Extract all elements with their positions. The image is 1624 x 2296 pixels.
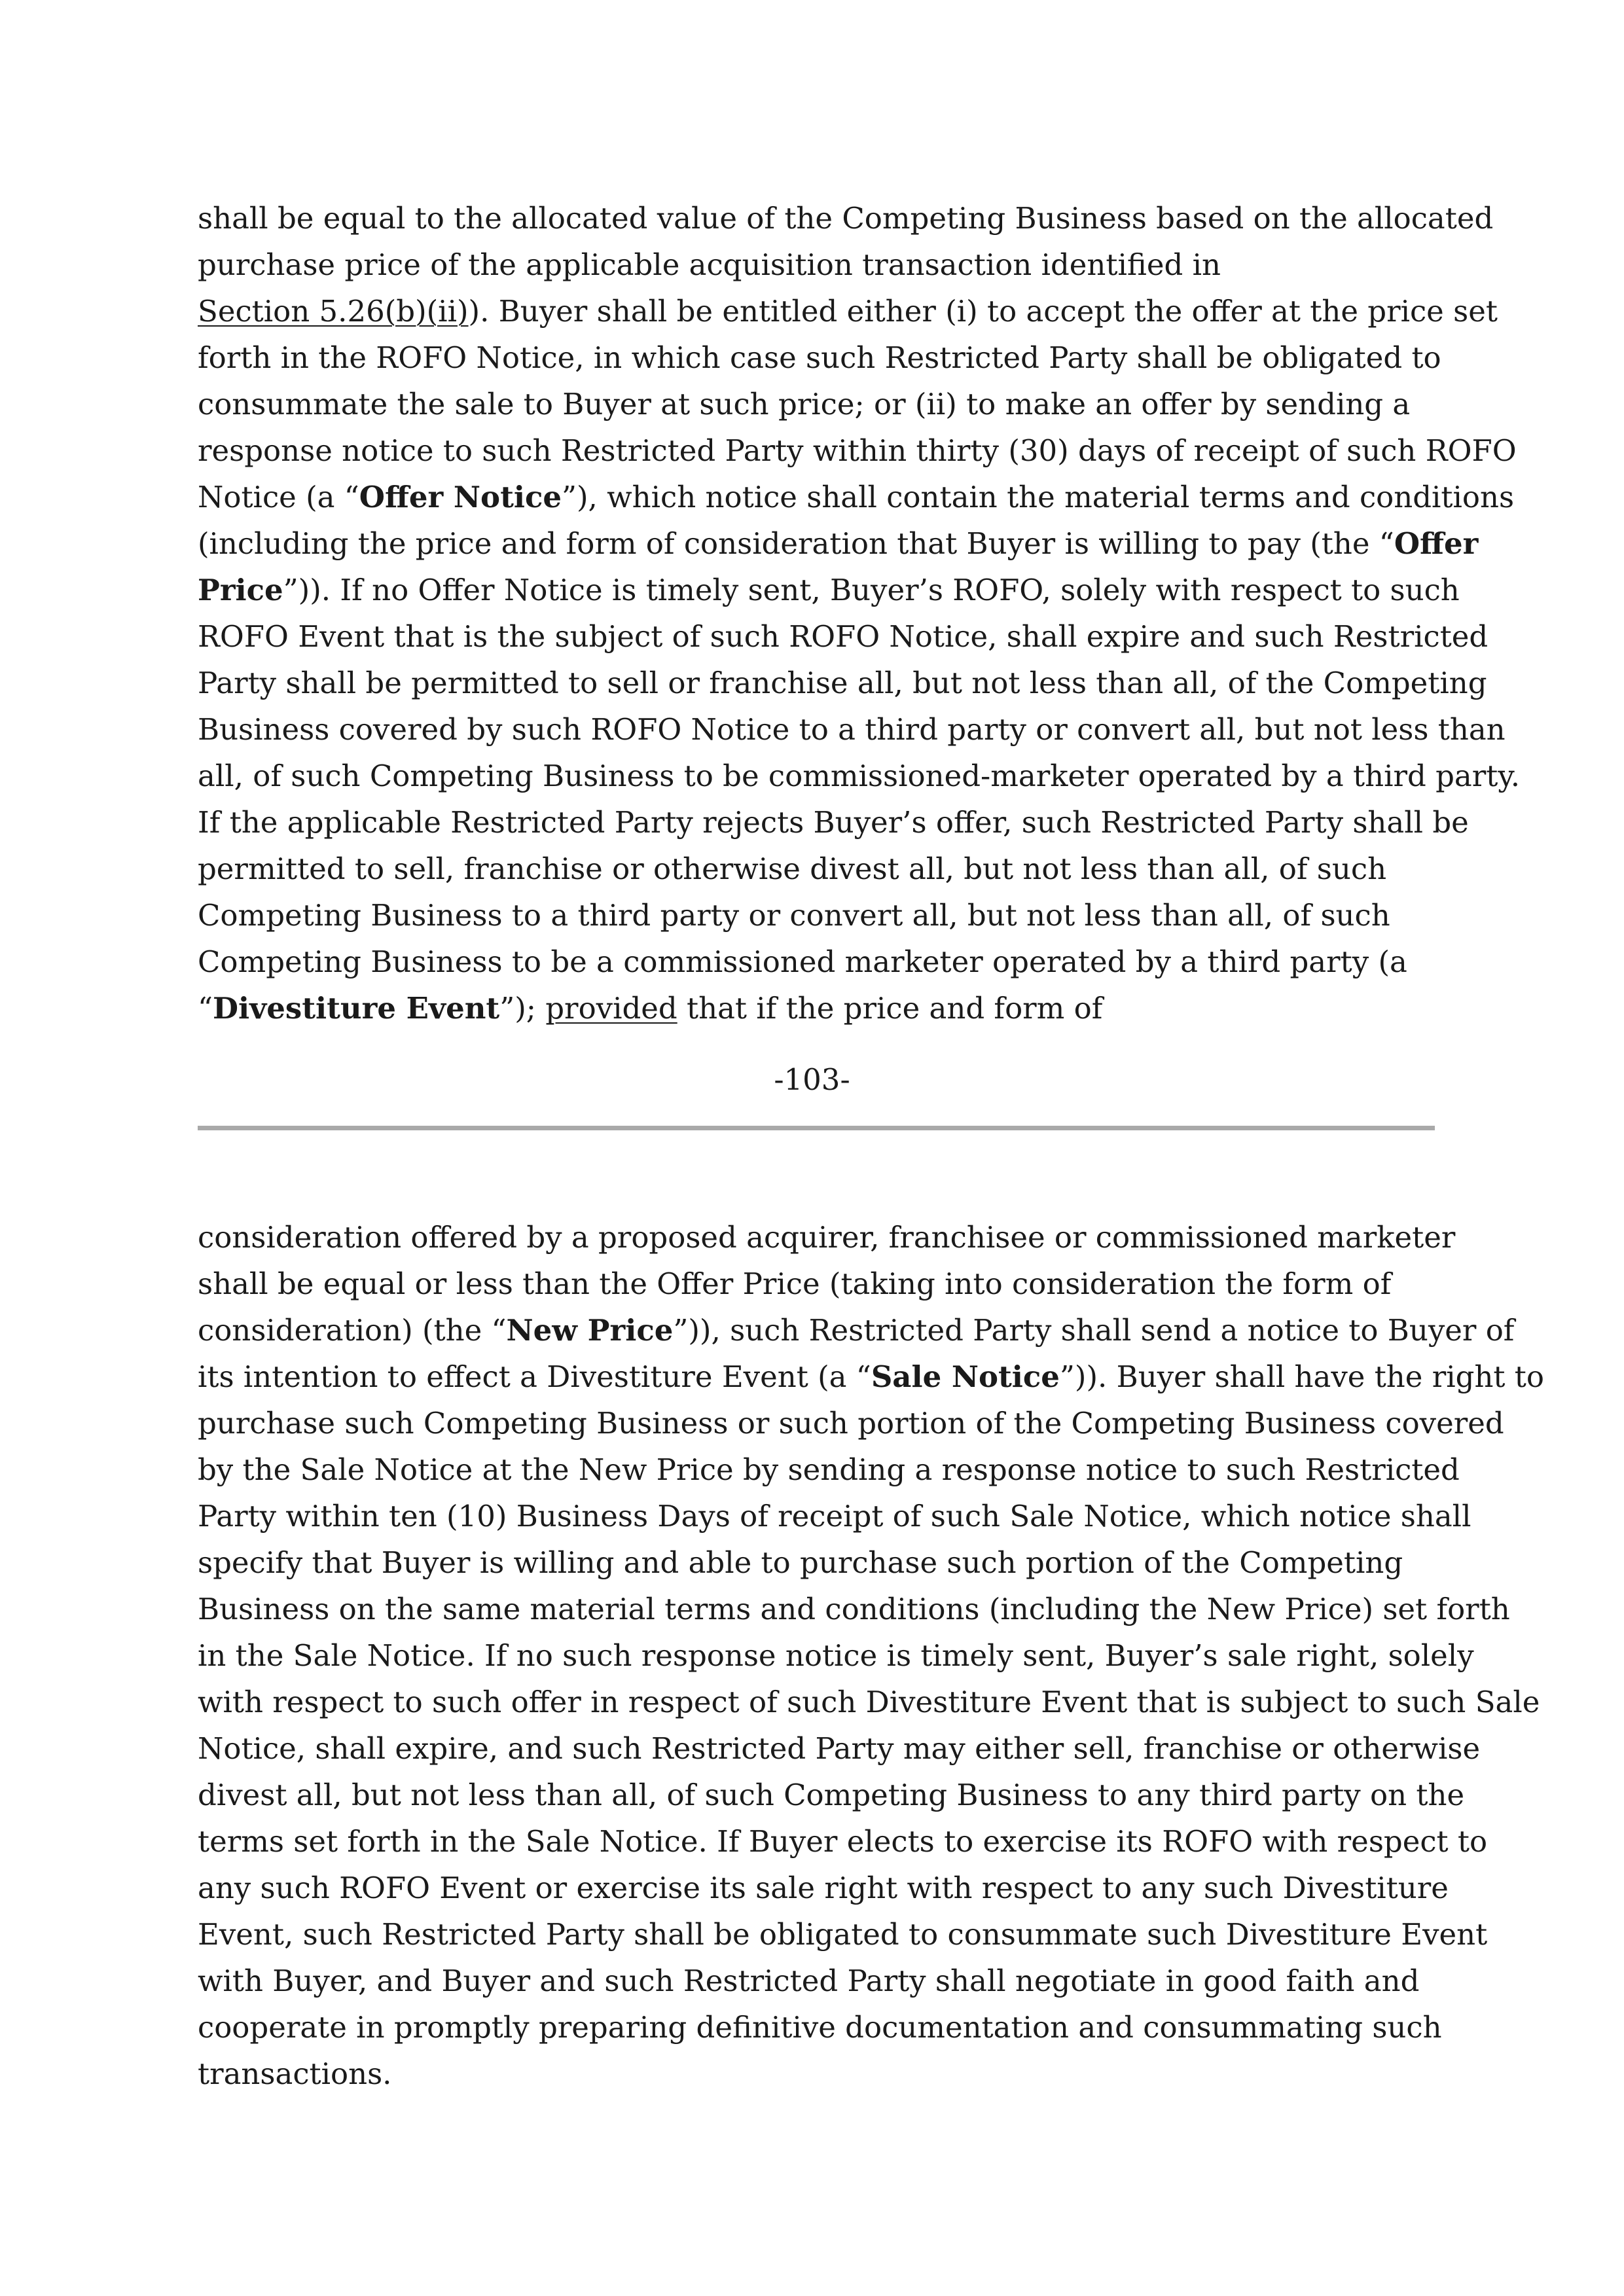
text-line: cooperate in promptly preparing definitive documentation and consummating such	[198, 2010, 1442, 2045]
underlined-reference: Section 5.26(b)(ii)	[198, 294, 469, 329]
text-line: response notice to such Restricted Party within thirty (30) days of receipt of such ROFO	[198, 433, 1517, 468]
page-break-divider	[198, 1126, 1435, 1130]
page-104-body-paragraph	[198, 1214, 1544, 2097]
text-line: If the applicable Restricted Party rejects Buyer’s offer, such Restricted Party shall be	[198, 805, 1469, 840]
text-line: permitted to sell, franchise or otherwise divest all, but not less than all, of such	[198, 852, 1387, 886]
text-line: Party within ten (10) Business Days of receipt of such Sale Notice, which notice shall	[198, 1499, 1471, 1534]
text-line: terms set forth in the Sale Notice. If Buyer elects to exercise its ROFO with respect to	[198, 1824, 1488, 1859]
text-line: all, of such Competing Business to be commissioned-marketer operated by a third party.	[198, 759, 1521, 793]
text-line: ROFO Event that is the subject of such ROFO Notice, shall expire and such Restricted	[198, 619, 1489, 654]
text-line: Business on the same material terms and conditions (including the New Price) set forth	[198, 1592, 1510, 1626]
text-line: any such ROFO Event or exercise its sale right with respect to any such Divestiture	[198, 1871, 1449, 1905]
text-line: consideration) (the “New Price”)), such Restricted Party shall send a notice to Buyer of	[198, 1313, 1515, 1348]
text-line: consideration offered by a proposed acquirer, franchisee or commissioned marketer	[198, 1220, 1456, 1255]
text-line: Notice (a “Offer Notice”), which notice shall contain the material terms and conditions	[198, 480, 1515, 514]
text-line: Business covered by such ROFO Notice to a third party or convert all, but not less than	[198, 712, 1506, 747]
text-line: forth in the ROFO Notice, in which case such Restricted Party shall be obligated to	[198, 340, 1441, 375]
text-line: consummate the sale to Buyer at such price; or (ii) to make an offer by sending a	[198, 387, 1411, 422]
page-number: -103-	[774, 1062, 850, 1097]
text-line: Section 5.26(b)(ii)). Buyer shall be entitled either (i) to accept the offer at the price set	[198, 294, 1498, 329]
text-line: in the Sale Notice. If no such response notice is timely sent, Buyer’s sale right, solely	[198, 1638, 1474, 1673]
text-line: Competing Business to a third party or convert all, but not less than all, of such	[198, 898, 1390, 933]
defined-term: Offer	[1394, 526, 1479, 561]
underlined-reference: provided	[545, 991, 677, 1026]
defined-term: Price	[198, 573, 283, 607]
defined-term: New Price	[506, 1313, 674, 1348]
text-line: transactions.	[198, 2056, 392, 2091]
text-line: purchase price of the applicable acquisition transaction identified in	[198, 247, 1221, 282]
defined-term: Divestiture Event	[213, 991, 500, 1026]
text-line: Notice, shall expire, and such Restricted Party may either sell, franchise or otherwise	[198, 1731, 1481, 1766]
text-line: with respect to such offer in respect of such Divestiture Event that is subject to such Sale	[198, 1685, 1540, 1719]
text-line: Party shall be permitted to sell or franchise all, but not less than all, of the Competing	[198, 666, 1487, 700]
text-line: (including the price and form of consideration that Buyer is willing to pay (the “Offer	[198, 526, 1479, 561]
defined-term: Sale Notice	[871, 1359, 1060, 1394]
text-line: “Divestiture Event”); provided that if the price and form of	[198, 991, 1103, 1026]
defined-term: Offer Notice	[359, 480, 562, 514]
text-line: Price”)). If no Offer Notice is timely sent, Buyer’s ROFO, solely with respect to such	[198, 573, 1460, 607]
text-line: shall be equal or less than the Offer Price (taking into consideration the form of	[198, 1266, 1392, 1301]
text-line: divest all, but not less than all, of such Competing Business to any third party on the	[198, 1778, 1465, 1812]
text-line: Competing Business to be a commissioned marketer operated by a third party (a	[198, 944, 1407, 979]
text-line: Event, such Restricted Party shall be obligated to consummate such Divestiture Event	[198, 1917, 1488, 1952]
text-line: its intention to effect a Divestiture Event (a “Sale Notice”)). Buyer shall have the right to	[198, 1359, 1544, 1394]
text-line: with Buyer, and Buyer and such Restricted Party shall negotiate in good faith and	[198, 1964, 1420, 1998]
text-line: by the Sale Notice at the New Price by sending a response notice to such Restricted	[198, 1452, 1460, 1487]
text-line: shall be equal to the allocated value of the Competing Business based on the allocated	[198, 201, 1494, 236]
text-line: specify that Buyer is willing and able to purchase such portion of the Competing	[198, 1545, 1403, 1580]
page-103-body-paragraph	[198, 195, 1521, 1031]
text-line: purchase such Competing Business or such portion of the Competing Business covered	[198, 1406, 1504, 1441]
